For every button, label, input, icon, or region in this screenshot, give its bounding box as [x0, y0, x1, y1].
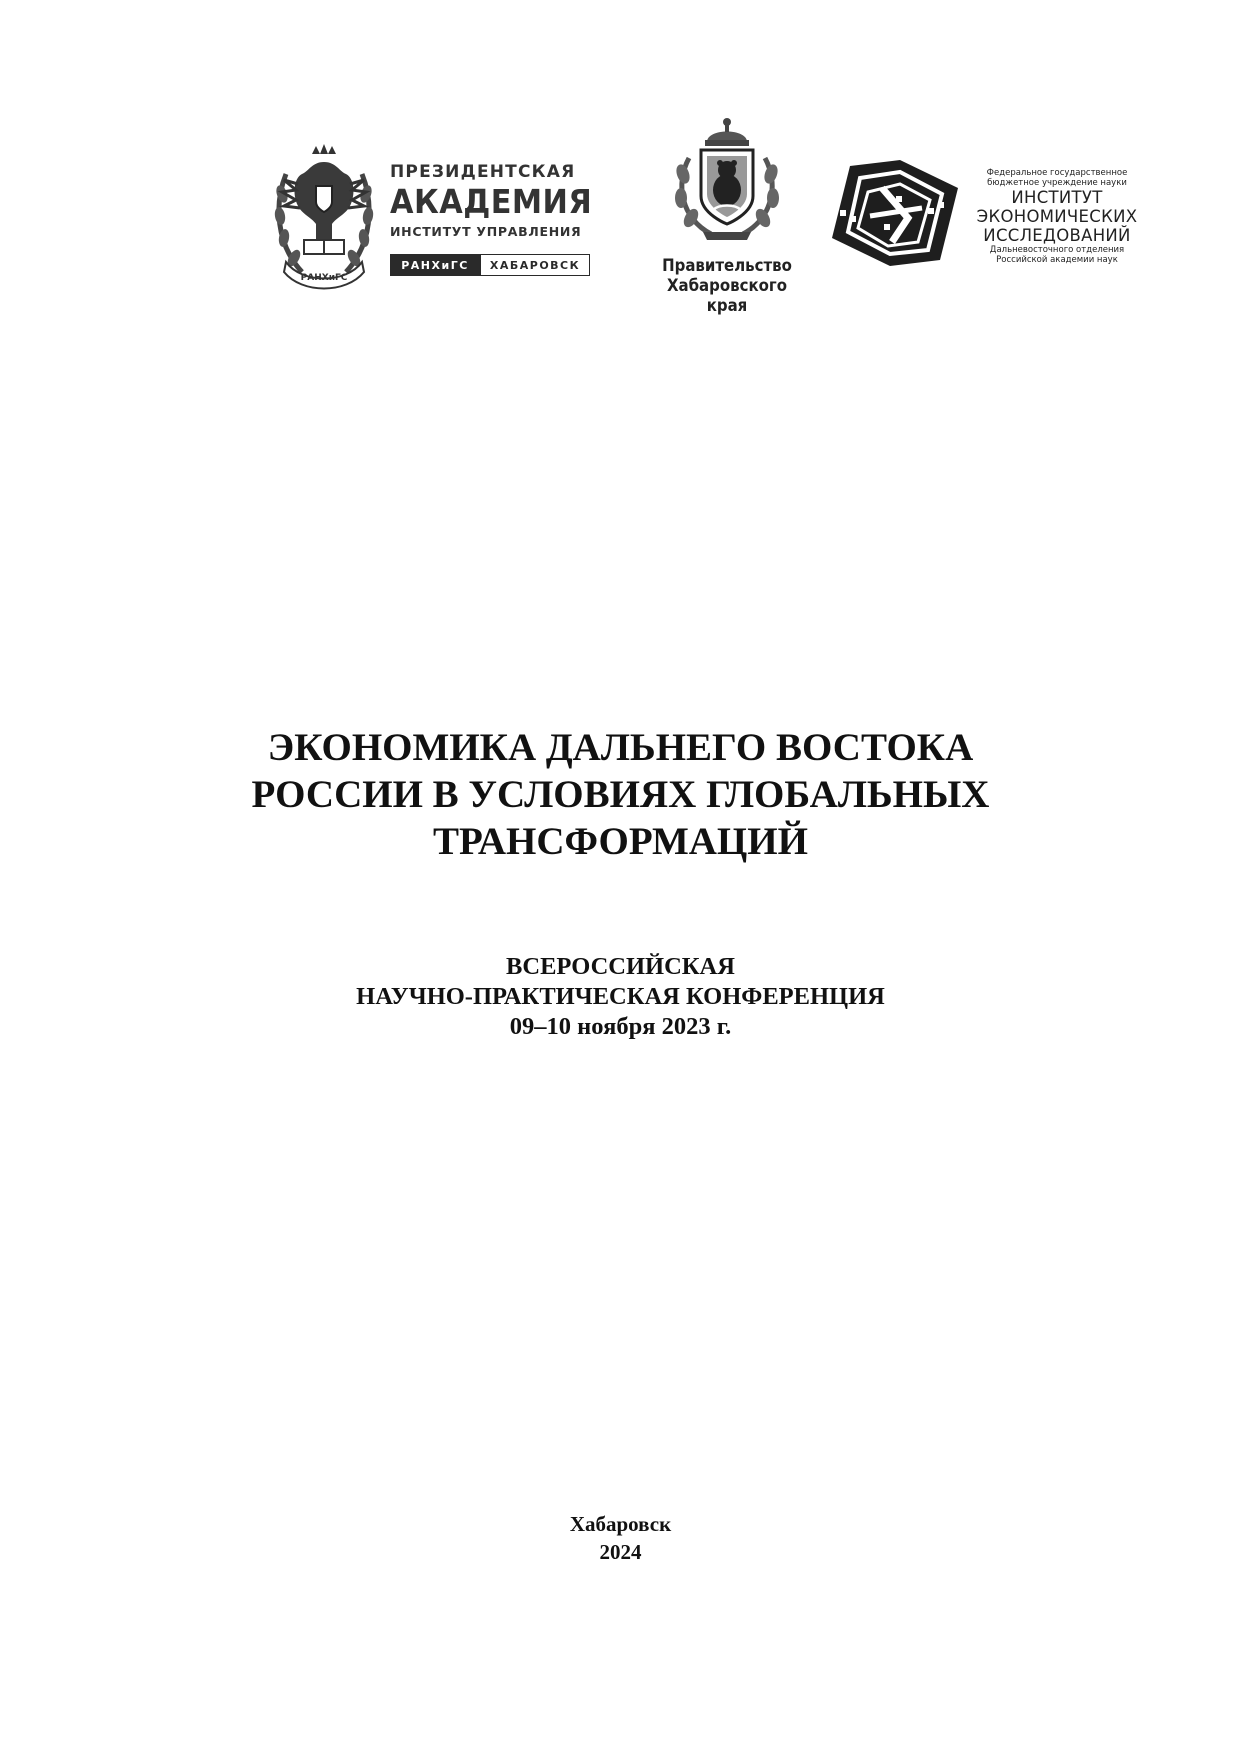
conference-line-2: НАУЧНО-ПРАКТИЧЕСКАЯ КОНФЕРЕНЦИЯ: [356, 983, 885, 1010]
double-headed-eagle-emblem-icon: [272, 144, 376, 292]
government-line-2: Хабаровского: [666, 276, 788, 296]
institute-small-3: Дальневосточного отделения: [989, 245, 1125, 255]
institute-logo: [830, 158, 1150, 278]
ranepa-bar: [390, 254, 590, 276]
title-line-1: ЭКОНОМИКА ДАЛЬНЕГО ВОСТОКА: [267, 726, 974, 769]
document-title: [170, 724, 1071, 865]
imprint-city: Хабаровск: [569, 1512, 672, 1536]
government-logo: [652, 114, 802, 324]
ranepa-logo: [272, 144, 602, 294]
institute-small-2: бюджетное учреждение науки: [987, 178, 1127, 188]
government-name: [661, 256, 793, 316]
institute-big-2: ЭКОНОМИЧЕСКИХ: [976, 207, 1138, 226]
imprint-year: 2024: [599, 1540, 642, 1564]
institute-wordmark: [962, 168, 1152, 265]
title-line-3: ТРАНСФОРМАЦИЙ: [433, 820, 808, 863]
government-line-3: края: [706, 296, 748, 316]
title-line-2: РОССИИ В УСЛОВИЯХ ГЛОБАЛЬНЫХ: [251, 773, 990, 816]
ranepa-line-1: ПРЕЗИДЕНТСКАЯ: [390, 162, 576, 182]
ranepa-line-3: ИНСТИТУТ УПРАВЛЕНИЯ: [390, 224, 582, 239]
conference-info: [170, 952, 1071, 1042]
khabarovsk-krai-coat-of-arms-icon: [667, 114, 787, 242]
svg-text:РАНХиГС: РАНХиГС: [300, 273, 348, 283]
ranepa-bar-right: ХАБАРОВСК: [480, 254, 590, 276]
institute-geometric-mark-icon: [830, 158, 960, 268]
conference-date: 09–10 ноября 2023 г.: [509, 1013, 732, 1040]
ranepa-bar-left: РАНХиГС: [390, 254, 480, 276]
government-line-1: Правительство: [662, 256, 792, 276]
institute-big-3: ИССЛЕДОВАНИЙ: [983, 226, 1131, 245]
institute-big-1: ИНСТИТУТ: [1011, 188, 1103, 207]
imprint: [370, 1510, 871, 1566]
ranepa-wordmark: [390, 162, 600, 276]
logo-row: [0, 0, 1241, 340]
ranepa-line-2: АКАДЕМИЯ: [390, 182, 593, 221]
institute-small-1: Федеральное государственное: [986, 168, 1128, 178]
institute-small-4: Российской академии наук: [996, 255, 1118, 265]
conference-line-1: ВСЕРОССИЙСКАЯ: [506, 953, 735, 980]
